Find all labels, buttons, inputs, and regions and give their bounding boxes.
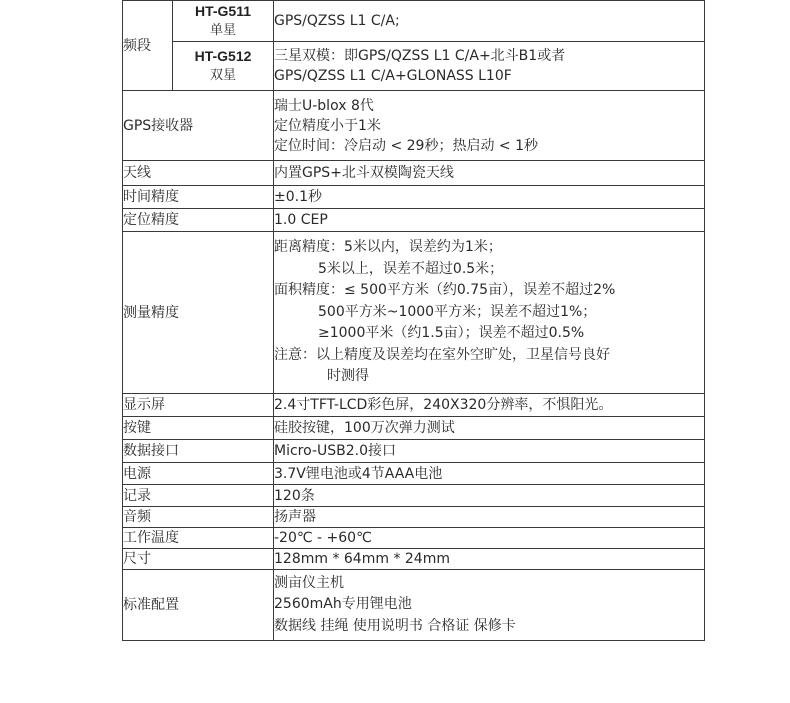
band-value-g512 <box>274 42 705 91</box>
table-row-gps-receiver <box>123 91 705 161</box>
keys-value: 硅胶按键，100万次弹力测试 <box>274 417 705 440</box>
gps-receiver-line-1: 瑞士U-blox 8代 <box>274 97 374 114</box>
measurement-accuracy-value <box>274 232 705 394</box>
table-row-standard-config <box>123 570 705 641</box>
records-value: 120条 <box>274 485 705 507</box>
time-accuracy-label: 时间精度 <box>123 186 274 209</box>
table-row-band-g511 <box>123 1 705 42</box>
spec-table <box>122 0 705 641</box>
records-label: 记录 <box>123 485 274 507</box>
keys-label: 按键 <box>123 417 274 440</box>
band-label: 频段 <box>123 1 173 91</box>
gps-receiver-value <box>274 91 705 161</box>
measurement-accuracy-label: 测量精度 <box>123 232 274 394</box>
model-name-g512: HT-G512 <box>194 48 252 64</box>
data-port-label: 数据接口 <box>123 440 274 463</box>
positioning-accuracy-value: 1.0 CEP <box>274 209 705 232</box>
measurement-line-3: 面积精度：≤ 500平方米（约0.75亩），误差不超过2% <box>274 282 616 299</box>
table-row-records <box>123 485 705 507</box>
measurement-line-4: 500平方米~1000平方米；误差不超过1%； <box>318 303 597 320</box>
model-cell-g511 <box>173 1 274 42</box>
band-g511-line-1: GPS/QZSS L1 C/A; <box>274 13 400 29</box>
table-row-display <box>123 394 705 417</box>
table-row-keys <box>123 417 705 440</box>
table-row-positioning-accuracy <box>123 209 705 232</box>
table-row-size <box>123 549 705 570</box>
time-accuracy-value: ±0.1秒 <box>274 186 705 209</box>
data-port-value: Micro-USB2.0接口 <box>274 440 705 463</box>
standard-config-value <box>274 570 705 641</box>
standard-config-label: 标准配置 <box>123 570 274 641</box>
positioning-accuracy-label: 定位精度 <box>123 209 274 232</box>
measurement-line-5: ≥1000平米（约1.5亩）；误差不超过0.5% <box>318 325 585 342</box>
band-g512-line-1: 三星双模：即GPS/QZSS L1 C/A+北斗B1或者 <box>274 48 566 64</box>
table-row-antenna <box>123 161 705 186</box>
audio-value: 扬声器 <box>274 507 705 528</box>
table-row-time-accuracy <box>123 186 705 209</box>
table-row-audio <box>123 507 705 528</box>
power-value: 3.7V锂电池或4节AAA电池 <box>274 463 705 485</box>
model-type-g512: 双星 <box>209 68 236 83</box>
band-value-g511 <box>274 1 705 42</box>
model-type-g511: 单星 <box>209 23 236 38</box>
display-label: 显示屏 <box>123 394 274 417</box>
model-name-g511: HT-G511 <box>194 3 252 19</box>
audio-label: 音频 <box>123 507 274 528</box>
table-row-band-g512 <box>123 42 705 91</box>
band-g512-line-2: GPS/QZSS L1 C/A+GLONASS L10F <box>274 68 512 84</box>
gps-receiver-line-2: 定位精度小于1米 <box>274 117 381 134</box>
measurement-line-2: 5米以上，误差不超过0.5米； <box>318 260 504 277</box>
measurement-line-7: 时测得 <box>327 368 369 385</box>
antenna-label: 天线 <box>123 161 274 186</box>
measurement-line-1: 距离精度：5米以内，误差约为1米； <box>274 239 502 256</box>
table-row-measurement-accuracy <box>123 232 705 394</box>
table-row-power <box>123 463 705 485</box>
measurement-line-6: 注意：以上精度及误差均在室外空旷处，卫星信号良好 <box>274 346 610 363</box>
operating-temp-label: 工作温度 <box>123 528 274 549</box>
antenna-value: 内置GPS+北斗双模陶瓷天线 <box>274 161 705 186</box>
gps-receiver-label: GPS接收器 <box>123 91 274 161</box>
display-value: 2.4寸TFT-LCD彩色屏，240X320分辨率，不惧阳光。 <box>274 394 705 417</box>
gps-receiver-line-3: 定位时间：冷启动 < 29秒；热启动 < 1秒 <box>274 137 538 154</box>
standard-config-line-2: 2560mAh专用锂电池 <box>274 596 412 613</box>
table-row-operating-temp <box>123 528 705 549</box>
table-row-data-port <box>123 440 705 463</box>
standard-config-line-1: 测亩仪主机 <box>274 574 344 591</box>
size-value: 128mm * 64mm * 24mm <box>274 549 705 570</box>
power-label: 电源 <box>123 463 274 485</box>
standard-config-line-3: 数据线 挂绳 使用说明书 合格证 保修卡 <box>274 617 516 634</box>
size-label: 尺寸 <box>123 549 274 570</box>
operating-temp-value: -20℃ - +60℃ <box>274 528 705 549</box>
model-cell-g512 <box>173 42 274 91</box>
